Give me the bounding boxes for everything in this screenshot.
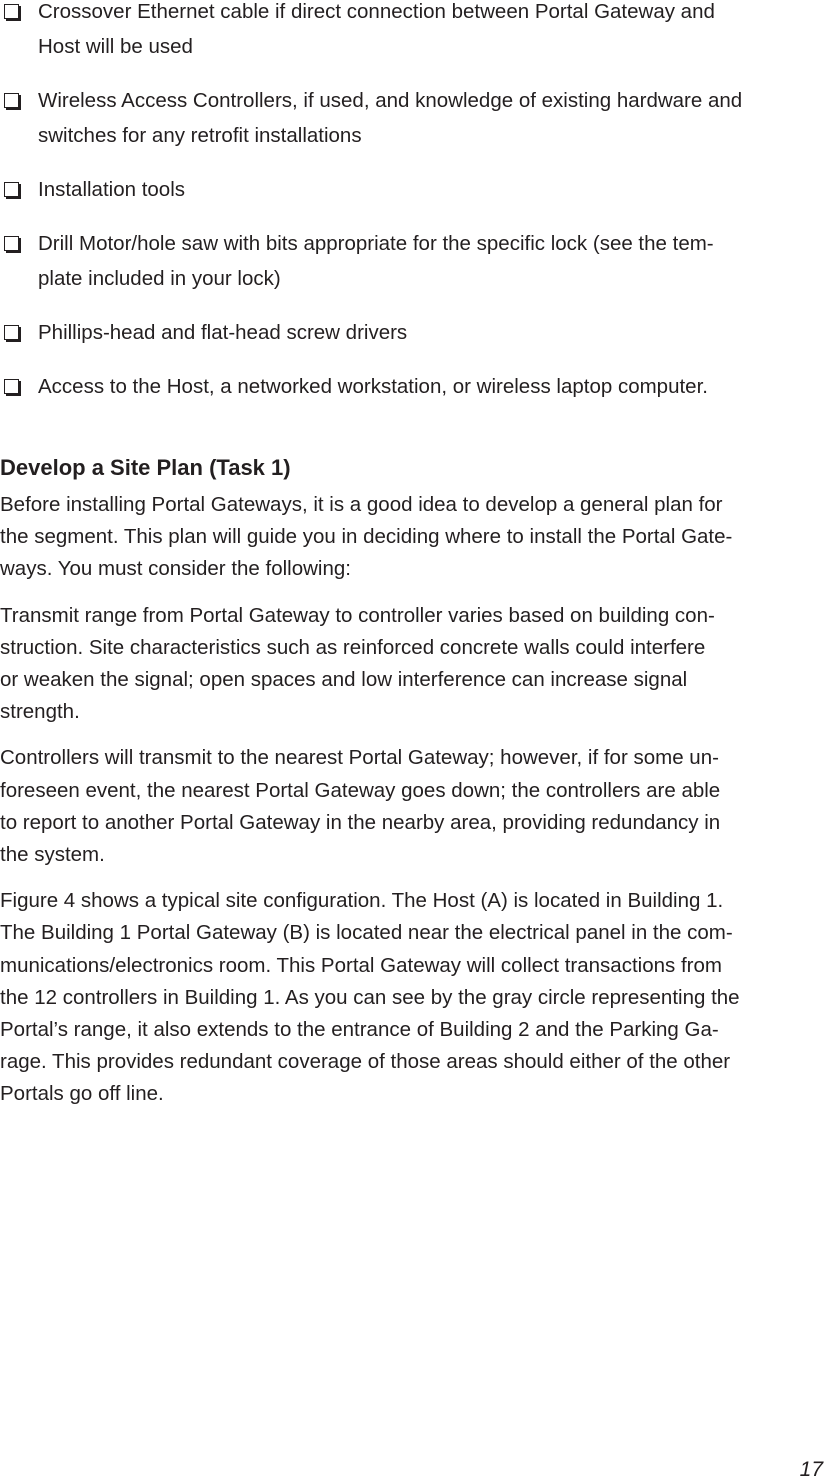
checkbox-icon bbox=[4, 236, 19, 251]
checkbox-icon bbox=[4, 325, 19, 340]
checklist-item bbox=[0, 226, 827, 296]
requirements-checklist bbox=[0, 0, 827, 404]
checklist-item bbox=[0, 83, 827, 153]
checklist-item-text: Phillips-head and flat-head screw drivers bbox=[38, 321, 408, 344]
checklist-item-text: Installation tools bbox=[38, 178, 186, 201]
body-paragraph: Before installing Portal Gateways, it is a good idea to develop a general plan for the segment. This plan will guide you in deciding where to install the Portal Gate- ways. You must consider the following: bbox=[0, 493, 733, 581]
section-heading: Develop a Site Plan (Task 1) bbox=[0, 455, 291, 480]
page-number: 17 bbox=[799, 1458, 823, 1481]
checklist-item-text: Drill Motor/hole saw with bits appropriate for the specific lock (see the tem- plate included in your lock) bbox=[38, 232, 714, 290]
checklist-item-text: Wireless Access Controllers, if used, and knowledge of existing hardware and switches for any retrofit installations bbox=[38, 89, 743, 147]
checklist-item bbox=[0, 315, 827, 350]
checklist-item bbox=[0, 172, 827, 207]
checklist-item-text: Crossover Ethernet cable if direct connection between Portal Gateway and Host will be used bbox=[38, 0, 715, 58]
body-paragraph: Figure 4 shows a typical site configuration. The Host (A) is located in Building 1. The Building 1 Portal Gateway (B) is located near the electrical panel in the com- munications/electronics room. This Portal Gateway will collect transactions from the 12 controllers in Building 1. As you can see by the gray circle representing the Portal’s range, it also extends to the entrance of Building 2 and the Parking Ga- rage. This provides redundant coverage of those areas should either of the other Portals go off line. bbox=[0, 889, 740, 1106]
body-paragraph: Controllers will transmit to the nearest Portal Gateway; however, if for some un- foreseen event, the nearest Portal Gateway goes down; the controllers are able to report to another Portal Gateway in the nearby area, providing redundancy in the system. bbox=[0, 746, 721, 867]
checkbox-icon bbox=[4, 379, 19, 394]
checkbox-icon bbox=[4, 93, 19, 108]
body-paragraph: Transmit range from Portal Gateway to controller varies based on building con- struction. Site characteristics such as reinforced concrete walls could interfere or weaken the signal; open spaces and low interference can increase signal strength. bbox=[0, 603, 715, 724]
checklist-item bbox=[0, 0, 827, 64]
checklist-item bbox=[0, 369, 827, 404]
site-plan-section bbox=[0, 449, 827, 1111]
checkbox-icon bbox=[4, 182, 19, 197]
checklist-item-text: Access to the Host, a networked workstation, or wireless laptop computer. bbox=[38, 375, 708, 398]
checkbox-icon bbox=[4, 4, 19, 19]
